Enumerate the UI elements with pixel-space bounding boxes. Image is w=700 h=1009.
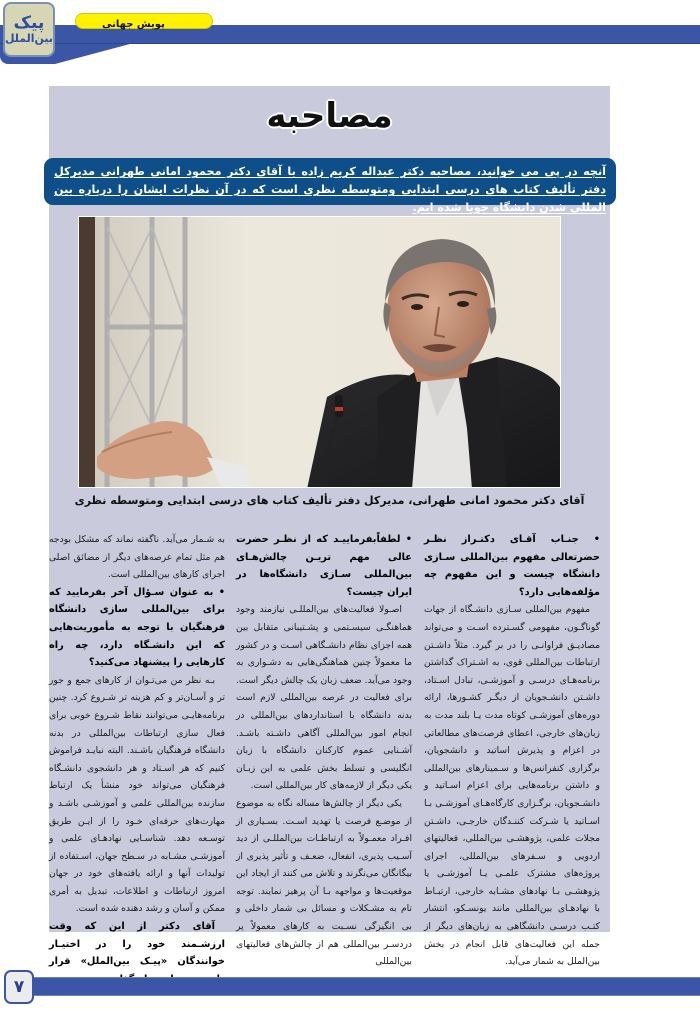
footer-bar [30, 977, 700, 996]
logo-title: پیک [13, 12, 45, 33]
interview-answer-continued: به شـمار می‌آید. ناگفته نماند که مشکل بودجه هم مثل تمام عرصه‌های دیگر از مضائق اصلی اجرای کارهای بین‌المللی است. [49, 534, 225, 581]
article-column-1 [424, 531, 600, 971]
article-column-3 [49, 531, 225, 988]
article-column-2 [236, 531, 412, 971]
page-number: ۷ [4, 970, 34, 1004]
article-intro: آنچه در پی می خوانید، مصاحبه دکتر عبداله کریم زاده با آقای دکتر محمود امانی طهرانی مدیرکل دفتر تألیف کتاب های درسی ابتدایی ومتوسطه نظری است که در آن نظرات ایشان را درباره بین المللی شدن دانشگاه جویا شده ایم. [44, 158, 616, 205]
photo-illustration [78, 217, 560, 488]
section-label: پویش جهانی [102, 18, 165, 30]
photo-caption: آقای دکتر محمود امانی طهرانی، مدیرکل دفتر تألیف کتاب های درسی ابتدایی ومتوسطه نظری [74, 494, 585, 507]
interviewee-photo [78, 216, 561, 488]
interview-answer: یکی دیگر از چالش‌ها مساله نگاه به موضوع از موضـع فرصت یا تهدید اسـت. بسـیاری از افـراد معمـولاً به ارتباطـات بین‌المللـی از دید آسـیب پذیری، انفعال، ضعـف و تأثیر پذیری از بیگانگان می‌نگرند و تلاش می کنند از ایجاد این موقعیت‌ها و مواجهه بـا آن پرهیز نمایند. توجه تام به مشـکلات و مسائل بی شمار داخلی و بی انگیزگی نسـبت به کارهای معمولاً پر دردسـر بین‌المللی هم از چالش‌های فعالیتهای بین‌المللی [236, 797, 412, 968]
article-title: مصاحبه [266, 96, 393, 136]
interview-answer: مفهوم بین‌المللی سـازی دانشـگاه از جهات گوناگـون، مفهومی گسـترده اسـت و می‌تواند مصادیـق فراوانـی را در بر گیرد. مثلاً داشـتن ارتباطات بین‌المللی قوی، به اشـتراک گذاشتن برنامه‌هـای درسـی و آموزشـی، تبادل اسـتاد، داشـتن دانشـجویان از دیگـر کشـورها، ارائه دوره‌های آموزشـی کوتاه مدت یـا بلند مدت به زبان‌های خارجی، اعطای فرصت‌های مطالعاتی در اعزام و پذیرش اساتید و دانشجویان، برگزاری کنفرانس‌ها و سـمینارهای بین‌المللی و داشتن برنامه‌هایی برای اعزام اسـاتید و دانشـجویان، برگـزاری کارگاه‌هـای آموزشـی بـا اسـاتید یا شـرکت کننـدگان خارجـی، داشـتن مجلات علمی، پژوهشـی بین‌المللی، فعالیتهای اردویی و سـفرهای بین‌المللی، اجرای پروژه‌های مشترک علمـی یـا آموزشـی یا پژوهشـی بـا نهادهای مشـابه خارجی، ارتبـاط با نهادهـای بین‌المللی مانند یونسـکو، انتشار کتـب درسـی دانشگاهی به زبان‌های دیگر از جمله این فعالیت‌های قابل انجام در بخش بین‌الملل به شمار می‌آید. [424, 604, 600, 968]
magazine-logo [3, 2, 55, 57]
interview-question: • به عنوان سـؤال آخر بفرمایید که برای بین‌المللی سازی دانشگاه فرهنگیان با توجه به مأموریت‌هایی که این دانشـگاه دارد، چه راه کارهایی را پیشنهاد می‌کنید؟ [49, 586, 225, 669]
interview-question: • جنـاب آقـای دکتـراز نظـر حضرتعالی مفهوم بین‌المللی سـازی دانشگاه چیست و این مفهوم چه مؤلفه‌هایی دارد؟ [424, 534, 600, 598]
interview-answer: اصـولا فعالیت‌های بین‌المللـی نیازمند وجود هماهنگـی سیسـتمی و پشـتیبانی متقابل بین همه اجزای نظام دانشـگاهی اسـت و در کشور ما معمولاً چنین هماهنگی‌هایی به دشـواری به وجود می‌آید. ضعف زبان یک چالش دیگر است. برای فعالیت در عرصه بین‌المللی لازم است بدنه دانشگاه با استانداردهای بین‌المللی در انجام امور بین‌المللی آگاهی داشـته باشـد. آشـنایی عموم کارکنان دانشگاه با زبان انگلیسی و تسلط بخش علمی به این زبـان یکی دیگر از لازمه‌های کار بین‌المللی است. [236, 604, 412, 792]
interview-closing: آقای دکتر از این که وقت ارزشـمند خود را در اختیـار خوانندگان «پیـک بین‌الملل» قرار [49, 921, 225, 968]
interview-answer: بـه نظر من می‌تـوان از کارهای جمع و جور تر و آسـان‌تر و کم هزینه تر شـروع کرد. چنین برنامه‌هایـی می‌توانند نقاط شـروع خوبی برای فعال سازی ارتباطات بین‌المللی در بدنه دانشگاه فرهنگیان باشـند. البته نبایـد فراموش کنیم که هر اسـتاد و هر دانشجوی دانشـگاه فرهنگیان می‌تواند خود منشأ یک ارتباط سازنده بین‌المللی علمی و آموزشـی باشـد و مهارت‌های حرفه‌ای خـود را از ایـن طریق توسـعه دهد. شناسـایی نهادهـای علمی و آموزشـی مشـابه در سـطح جهان، اسـتفاده از تولیدات آنها و ارائه یافته‌های خود در جهان امروز ارتباطات و اطلاعات، تبدیل به أمری ممکن و آسان و رشد دهنده شده است. [49, 674, 225, 915]
interview-question: • لطفاًبفرماییـد که از نظـر حضرت عالی مهم تریـن چالش‌هـای بین‌المللی سـازی دانشگاه‌ها در ایران چیست؟ [236, 534, 412, 598]
header-bar-wedge-tip [55, 44, 130, 64]
article-panel [49, 86, 610, 968]
section-tab [75, 13, 213, 29]
logo-subtitle: بین‌الملل [4, 31, 54, 45]
